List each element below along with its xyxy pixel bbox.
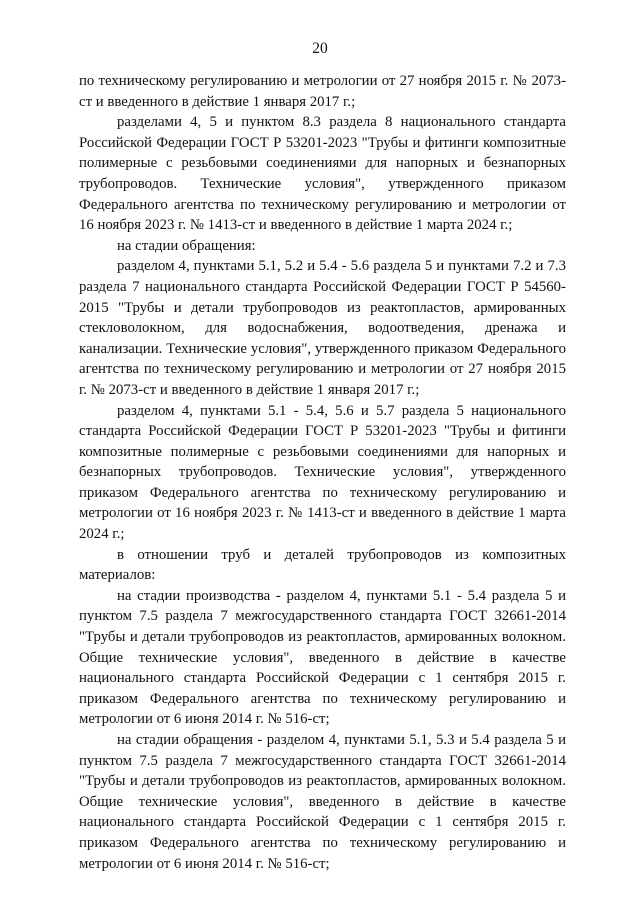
paragraph-continuation: по техническому регулированию и метрологии от 27 ноября 2015 г. № 2073-ст и введенного в действие 1 января 2017 г.; (79, 73, 566, 110)
paragraph-gost-53201-sections: разделами 4, 5 и пунктом 8.3 раздела 8 национального стандарта Российской Федерации ГОСТ Р 53201-2023 "Трубы и фитинги композитные полимерные с резьбовыми соединениями для напорных и безнапорных трубопроводов. Технические условия", утвержденного приказом Федерального агентства по техническому регулированию и метрологии от 16 ноября 2023 г. № 1413-ст и введенного в действие 1 марта 2024 г.; (79, 114, 566, 234)
paragraph-composite-materials-heading: в отношении труб и деталей трубопроводов из композитных материалов: (79, 546, 566, 584)
paragraph-production-stage-gost-32661: на стадии производства - разделом 4, пунктами 5.1 - 5.4 раздела 5 и пунктом 7.5 раздела 7 межгосударственного стандарта ГОСТ 32661-2014 "Трубы и детали трубопроводов из реактопластов, армированных волокном. Общие технические условия", введенного в действие в качестве национального стандарта Российской Федерации с 1 сентября 2015 г. приказом Федерального агентства по техническому регулированию и метрологии от 6 июня 2014 г. № 516-ст; (79, 587, 566, 728)
page-number: 20 (312, 40, 328, 57)
paragraph-gost-53201-circulation: разделом 4, пунктами 5.1 - 5.4, 5.6 и 5.7 раздела 5 национального стандарта Российской Федерации ГОСТ Р 53201-2023 "Трубы и фитинги композитные полимерные с резьбовыми соединениями для напорных и безнапорных трубопроводов. Технические условия", утвержденного приказом Федерального агентства по техническому регулированию и метрологии от 16 ноября 2023 г. № 1413-ст и введенного в действие 1 марта 2024 г.; (79, 402, 566, 543)
document-body (79, 71, 566, 872)
paragraph-circulation-stage-heading: на стадии обращения: (117, 237, 256, 254)
paragraph-circulation-stage-gost-32661: на стадии обращения - разделом 4, пунктами 5.1, 5.3 и 5.4 раздела 5 и пунктом 7.5 раздела 7 межгосударственного стандарта ГОСТ 32661-2014 "Трубы и детали трубопроводов из реактопластов, армированных волокном. Общие технические условия", введенного в действие в качестве национального стандарта Российской Федерации с 1 сентября 2015 г. приказом Федерального агентства по техническому регулированию и метрологии от 6 июня 2014 г. № 516-ст; (79, 732, 566, 872)
paragraph-gost-54560: разделом 4, пунктами 5.1, 5.2 и 5.4 - 5.6 раздела 5 и пунктами 7.2 и 7.3 раздела 7 национального стандарта Российской Федерации ГОСТ Р 54560-2015 "Трубы и детали трубопроводов из реактопластов, армированных стекловолокном, для водоснабжения, водоотведения, дренажа и канализации. Технические условия", утвержденного приказом Федерального агентства по техническому регулированию и метрологии от 27 ноября 2015 г. № 2073-ст и введенного в действие 1 января 2017 г.; (79, 258, 566, 398)
